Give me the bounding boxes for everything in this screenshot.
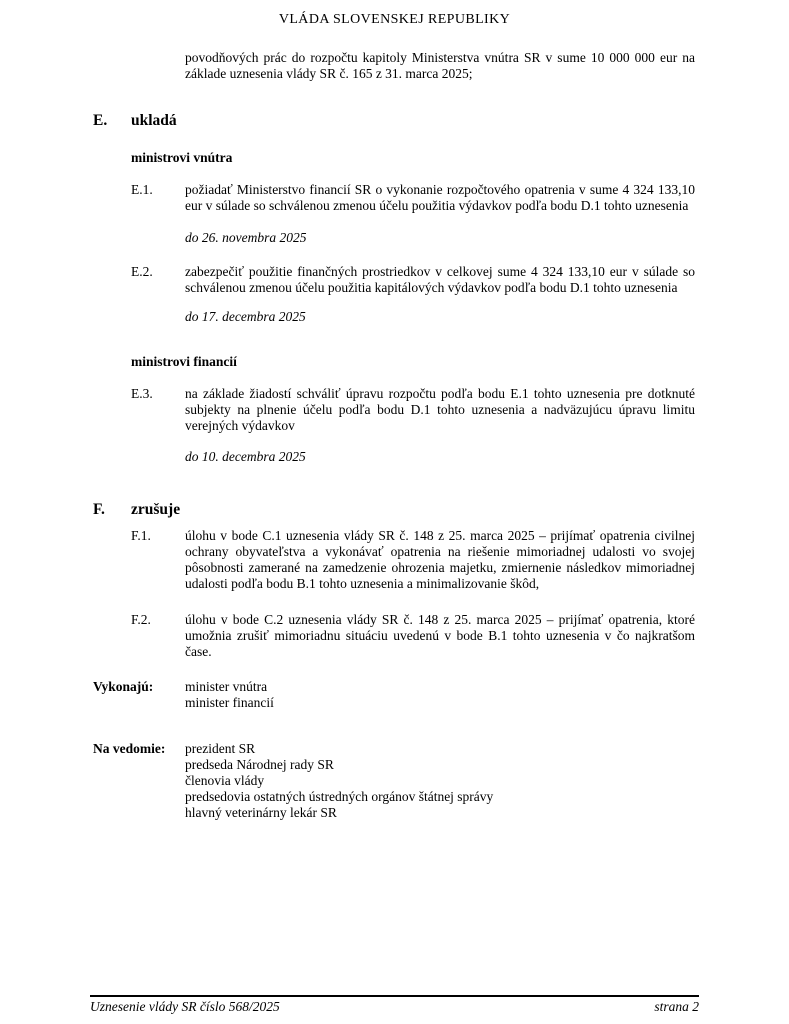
item-e2-text: zabezpečiť použitie finančných prostriedkov v celkovej sume 4 324 133,10 eur v súlade so schválenou zmenou účelu použitia kapitálových výdavkov podľa bodu D.1 tohto uznesenia — [185, 264, 695, 295]
section-f-letter: F. — [93, 501, 105, 518]
section-e-heading — [93, 112, 789, 130]
notice-names — [185, 741, 695, 821]
page-footer — [90, 995, 699, 1015]
group-heading-minister-interior: ministrovi vnútra — [131, 150, 233, 165]
section-e-letter: E. — [93, 112, 108, 129]
item-e3-text: na základe žiadostí schváliť úpravu rozpočtu podľa bodu E.1 tohto uznesenia pre dotknuté subjekty na plnenie účelu podľa bodu D.1 tohto uznesenia a nadväzujúcu úpravu limitu verejných výdavkov — [185, 386, 695, 433]
document-header-title: VLÁDA SLOVENSKEJ REPUBLIKY — [278, 12, 511, 27]
section-f-title: zrušuje — [131, 501, 181, 518]
item-e2-number: E.2. — [131, 264, 153, 279]
item-e3-deadline: do 10. decembra 2025 — [185, 449, 306, 464]
item-f2 — [131, 612, 695, 660]
item-e3 — [131, 386, 695, 434]
notice-name-4: predsedovia ostatných ústredných orgánov štátnej správy — [185, 789, 494, 804]
item-e1-text: požiadať Ministerstvo financií SR o vykonanie rozpočtového opatrenia v sume 4 324 133,10 eur v súlade so schválenou zmenou účelu použitia výdavkov podľa bodu D.1 tohto uznesenia — [185, 182, 695, 213]
section-f-heading — [93, 501, 789, 519]
group-heading-minister-finance: ministrovi financií — [131, 354, 237, 369]
notice-name-5: hlavný veterinárny lekár SR — [185, 805, 337, 820]
execute-label: Vykonajú: — [93, 679, 154, 694]
execute-names — [185, 679, 695, 711]
item-e2 — [131, 264, 695, 296]
notice-name-3: členovia vlády — [185, 773, 265, 788]
notice-name-2: predseda Národnej rady SR — [185, 757, 334, 772]
item-f2-text: úlohu v bode C.2 uznesenia vlády SR č. 148 z 25. marca 2025 – prijímať opatrenia, ktoré umožnia zrušiť mimoriadnu situáciu uvedenú v bode B.1 tohto uznesenia v čo najkratšom čase. — [185, 612, 695, 659]
item-e1-deadline: do 26. novembra 2025 — [185, 230, 307, 245]
notice-block — [93, 741, 695, 821]
item-e1-number: E.1. — [131, 182, 153, 197]
section-e-title: ukladá — [131, 112, 177, 129]
execute-name-2: minister financií — [185, 695, 274, 710]
item-e1 — [131, 182, 695, 214]
execute-name-1: minister vnútra — [185, 679, 268, 694]
notice-name-1: prezident SR — [185, 741, 256, 756]
item-e2-deadline: do 17. decembra 2025 — [185, 309, 306, 324]
item-e3-number: E.3. — [131, 386, 153, 401]
execute-block — [93, 679, 695, 711]
footer-document-number: Uznesenie vlády SR číslo 568/2025 — [90, 999, 280, 1014]
intro-paragraph: povodňových prác do rozpočtu kapitoly Ministerstva vnútra SR v sume 10 000 000 eur na základe uznesenia vlády SR č. 165 z 31. marca 2025; — [185, 50, 695, 81]
notice-label: Na vedomie: — [93, 741, 166, 756]
item-f1-number: F.1. — [131, 528, 151, 543]
item-f1-text: úlohu v bode C.1 uznesenia vlády SR č. 148 z 25. marca 2025 – prijímať opatrenia civilnej ochrany obyvateľstva a vykonávať opatrenia na riešenie mimoriadnej udalosti vo svojej pôsobnosti zamerané na zamedzenie ohrozenia majetku, zmiernenie následkov mimoriadnej udalosti podľa bodu B.1 tohto uznesenia a minimalizovanie škôd, — [185, 528, 695, 591]
item-f1 — [131, 528, 695, 592]
footer-page-number: strana 2 — [654, 999, 699, 1014]
item-f2-number: F.2. — [131, 612, 151, 627]
